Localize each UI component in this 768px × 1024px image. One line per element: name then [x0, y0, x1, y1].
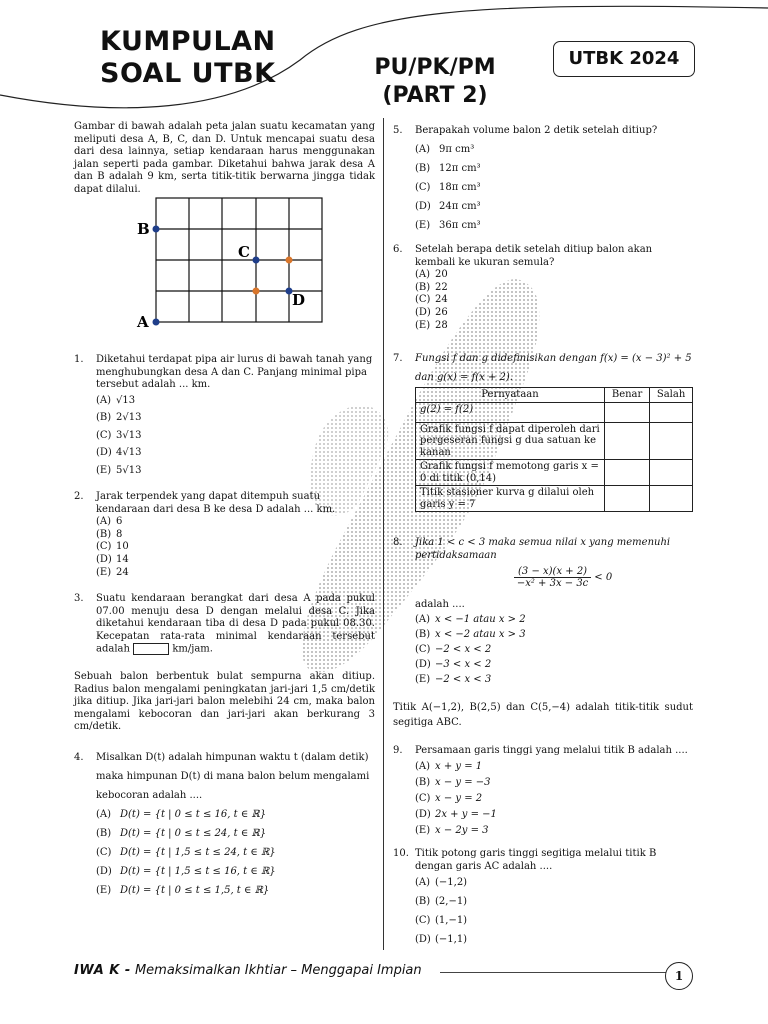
question-number: 9.: [393, 745, 403, 756]
blocked-point: [253, 288, 260, 295]
option-d[interactable]: (D) −3 < x < 2: [415, 658, 492, 670]
option-b[interactable]: (B) x < −2 atau x > 3: [415, 628, 526, 640]
balloon-intro: [74, 671, 375, 734]
option-a[interactable]: (A) √13: [96, 394, 136, 406]
option-a[interactable]: (A) 6: [96, 516, 123, 528]
page-title: [100, 26, 276, 90]
options-list: [415, 140, 693, 235]
option-d[interactable]: (D) 14: [96, 553, 129, 565]
options-list: [96, 805, 375, 900]
question-1: [74, 354, 375, 482]
question-2: [74, 491, 375, 579]
question-text: Jika 1 < c < 3 maka semua nilai x yang memenuhi pertidaksamaan: [415, 537, 671, 561]
footer-rule: [440, 972, 666, 973]
option-e[interactable]: (E) 28: [415, 319, 448, 331]
question-text: Titik potong garis tinggi segitiga melalui titik B dengan garis AC adalah ....: [415, 848, 657, 872]
village-c-dot: [253, 257, 260, 264]
fraction-numerator: (3 − x)(x + 2): [514, 566, 591, 578]
question-number: 4.: [74, 752, 84, 763]
col-true: Benar: [605, 388, 650, 403]
option-b[interactable]: (B) 8: [96, 528, 123, 540]
fraction-denominator: −x² + 3x − 3c: [516, 578, 589, 589]
question-number: 3.: [74, 593, 84, 604]
table-row: Grafik fungsi f memotong garis x = 0 di titik (0,14): [416, 460, 693, 486]
question-number: 1.: [74, 354, 84, 365]
options-list: [415, 873, 693, 949]
subtitle-line-1: PU/PK/PM: [374, 55, 496, 80]
village-road-map: [134, 193, 330, 333]
options-list: [415, 759, 693, 839]
title-line-2: SOAL UTBK: [100, 58, 276, 89]
question-text-after: adalah ....: [415, 599, 465, 610]
question-text: Persamaan garis tinggi yang melalui titik B adalah ....: [415, 745, 688, 756]
question-number: 10.: [393, 848, 409, 859]
true-cell[interactable]: [605, 460, 650, 486]
option-d[interactable]: (D) 24π cm³: [415, 201, 481, 212]
question-text: Fungsi f dan g didefinisikan dengan f(x) = (x − 3)² + 5 dan g(x) = f(x + 2).: [415, 353, 692, 383]
intro-paragraph: [74, 121, 375, 197]
option-b[interactable]: (B) x − y = −3: [415, 777, 491, 788]
question-number: 8.: [393, 537, 403, 548]
question-3: [74, 593, 375, 656]
inequality-sign: < 0: [594, 572, 613, 583]
statement-table: [415, 387, 693, 512]
col-false: Salah: [650, 388, 693, 403]
true-cell[interactable]: [605, 422, 650, 460]
option-c[interactable]: (C) 18π cm³: [415, 182, 481, 193]
option-c[interactable]: (C) 24: [415, 294, 448, 306]
option-d[interactable]: (D) 4√13: [96, 447, 142, 459]
inequality-fraction: [514, 566, 612, 589]
exam-badge: UTBK 2024: [553, 41, 695, 77]
option-e[interactable]: (E) 36π cm³: [415, 220, 481, 231]
option-c[interactable]: (C) x − y = 2: [415, 793, 483, 804]
option-e[interactable]: (E) x − 2y = 3: [415, 825, 489, 836]
option-d[interactable]: (D) 2x + y = −1: [415, 809, 497, 820]
option-a[interactable]: (A) 9π cm³: [415, 144, 475, 155]
false-cell[interactable]: [650, 402, 693, 422]
triangle-text: Titik A(−1,2), B(2,5) dan C(5,−4) adalah titik-titik sudut segitiga ABC.: [393, 702, 693, 728]
question-8-options: [415, 599, 685, 687]
brand-tagline: Memaksimalkan Ikhtiar – Menggapai Impian: [134, 963, 422, 978]
intro-text: Gambar di bawah adalah peta jalan suatu kecamatan yang meliputi desa A, B, C, dan D. Untuk mencapai suatu desa dari desa lainnya, setiap kendaraan harus menggunakan jalan seperti pada gambar. Diketahui bahwa jarak desa A dan B adalah 9 km, serta titik-titik berwarna jingga tidak dapat dilalui.: [74, 121, 375, 195]
question-8: [393, 537, 693, 562]
title-line-1: KUMPULAN: [100, 26, 276, 57]
option-a[interactable]: (A) (−1,2): [415, 877, 468, 889]
page-subtitle: [370, 54, 500, 110]
option-c[interactable]: (C) 3√13: [96, 429, 142, 441]
question-6: [393, 244, 693, 332]
question-5: [393, 121, 693, 235]
question-text: Misalkan D(t) adalah himpunan waktu t (dalam detik) maka himpunan D(t) di mana balon belum mengalami kebocoran adalah ....: [96, 752, 370, 801]
option-a[interactable]: (A) D(t) = {t | 0 ≤ t ≤ 16, t ∈ ℝ}: [96, 809, 267, 820]
option-b[interactable]: (B) 22: [415, 281, 448, 293]
options-list: [96, 516, 375, 579]
true-cell[interactable]: [605, 402, 650, 422]
table-row: Grafik fungsi f dapat diperoleh dari pergeseran fungsi g dua satuan ke kanan: [416, 422, 693, 460]
option-b[interactable]: (B) D(t) = {t | 0 ≤ t ≤ 24, t ∈ ℝ}: [96, 828, 267, 839]
option-b[interactable]: (B) 12π cm³: [415, 163, 481, 174]
question-number: 7.: [393, 353, 403, 364]
option-b[interactable]: (B) 2√13: [96, 412, 142, 424]
question-4: [74, 748, 375, 900]
option-e[interactable]: (E) 24: [96, 566, 129, 578]
col-statement: Pernyataan: [416, 388, 605, 403]
options-list: [415, 612, 685, 687]
label-b: B: [137, 220, 150, 238]
option-e[interactable]: (E) D(t) = {t | 0 ≤ t ≤ 1,5, t ∈ ℝ}: [96, 885, 270, 896]
option-e[interactable]: (E) 5√13: [96, 464, 142, 476]
village-b-dot: [153, 226, 160, 233]
option-c[interactable]: (C) 10: [96, 541, 129, 553]
question-text: Diketahui terdapat pipa air lurus di bawah tanah yang menghubungkan desa A dan C. Panjang minimal pipa tersebut adalah ... km.: [96, 354, 373, 391]
unit-text: km/jam.: [172, 643, 213, 655]
column-divider: [383, 118, 384, 950]
subtitle-line-2: (PART 2): [382, 83, 488, 108]
options-list: [96, 395, 375, 483]
option-a[interactable]: (A) 20: [415, 269, 448, 281]
true-cell[interactable]: [605, 486, 650, 512]
page-number: 1: [665, 962, 693, 990]
question-number: 6.: [393, 244, 403, 255]
question-10: [393, 848, 693, 949]
option-d[interactable]: (D) 26: [415, 306, 448, 318]
option-c[interactable]: (C) −2 < x < 2: [415, 643, 492, 655]
triangle-intro: [393, 700, 693, 730]
option-b[interactable]: (B) (2,−1): [415, 896, 468, 908]
question-text: Suatu kendaraan berangkat dari desa A pada pukul 07.00 menuju desa D dengan melalui desa C. Jika diketahui kendaraan tiba di desa D pada pukul 08.30. Kecepatan rata-rata minimal kendaraan tersebut adalah: [96, 593, 375, 655]
false-cell[interactable]: [650, 422, 693, 460]
brand-name: IWA K -: [74, 963, 131, 978]
label-c: C: [238, 243, 250, 261]
option-c[interactable]: (C) D(t) = {t | 1,5 ≤ t ≤ 24, t ∈ ℝ}: [96, 847, 276, 858]
option-c[interactable]: (C) (1,−1): [415, 915, 468, 927]
option-a[interactable]: (A) x + y = 1: [415, 761, 483, 772]
table-header: [416, 388, 693, 403]
balloon-text: Sebuah balon berbentuk bulat sempurna akan ditiup. Radius balon mengalami peningkatan jari-jari 1,5 cm/detik jika ditiup. Jika jari-jari balon melebihi 24 cm, maka balon mengalami kebocoran dan jari-jari akan berkurang 3 cm/detik.: [74, 671, 375, 733]
village-a-dot: [153, 319, 160, 326]
question-text: Jarak terpendek yang dapat ditempuh suatu kendaraan dari desa B ke desa D adalah ... km.: [96, 491, 336, 515]
option-a[interactable]: (A) x < −1 atau x > 2: [415, 613, 526, 625]
question-text: Berapakah volume balon 2 detik setelah ditiup?: [415, 125, 658, 136]
answer-box[interactable]: [133, 643, 169, 655]
options-list: [415, 269, 693, 332]
table-row: Titik stasioner kurva g dilalui oleh garis y = 7: [416, 486, 693, 512]
question-number: 5.: [393, 125, 403, 136]
label-a: A: [137, 313, 149, 331]
false-cell[interactable]: [650, 486, 693, 512]
question-number: 2.: [74, 491, 84, 502]
table-row: g(2) = f(2): [416, 402, 693, 422]
false-cell[interactable]: [650, 460, 693, 486]
footer-brand: [74, 963, 422, 978]
option-d[interactable]: (D) (−1,1): [415, 934, 468, 946]
label-d: D: [292, 291, 306, 309]
question-text: Setelah berapa detik setelah ditiup balon akan kembali ke ukuran semula?: [415, 244, 653, 268]
option-e[interactable]: (E) −2 < x < 3: [415, 673, 492, 685]
question-7: [393, 349, 693, 387]
option-d[interactable]: (D) D(t) = {t | 1,5 ≤ t ≤ 16, t ∈ ℝ}: [96, 866, 276, 877]
blocked-point: [286, 257, 293, 264]
question-9: [393, 743, 693, 839]
